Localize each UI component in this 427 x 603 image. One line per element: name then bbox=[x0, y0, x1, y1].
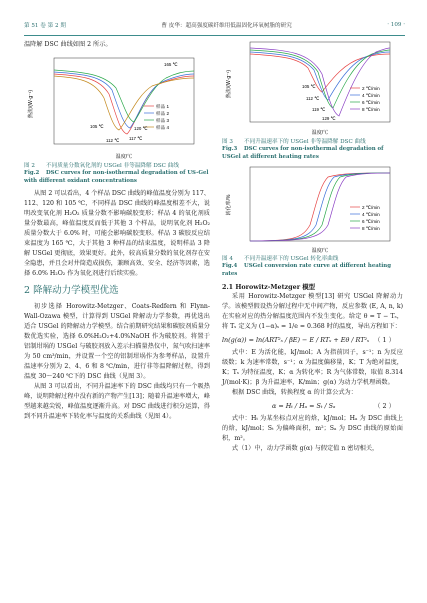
article-title: 曹 皮华：超高强度碳纤维用低温固化环氧树脂的研究 bbox=[161, 23, 292, 29]
figure-2-chart bbox=[24, 54, 210, 162]
right-paragraph-1: 采用 Horowitz-Metzger 模型[13] 研究 USGel 降解动力学。该模型假设热分解过程中无中间产物，反应参数 (E, A, n, k) 在实验对应的热分解温度范围内不发生变化。给定 θ = T − Tₛ，将 Tₛ 定义为 (1−α)ₛ = 1/e = 0.368 时的温度，导出方程如下： bbox=[222, 293, 403, 330]
fig4-legend-4: 8 ℃/min bbox=[362, 226, 380, 231]
fig4-caption-en: Fig.4 USGel conversion rate curve at different heating rates bbox=[222, 263, 391, 277]
figure-4-chart bbox=[222, 165, 403, 255]
right-paragraph-2: 式中：E 为活化能，kJ/mol；A 为指前因子，s⁻¹；n 为反应级数；k 为速率常数，s⁻¹；α 为温度偏移量，K；T 为绝对温度，K；Tₛ 为特征温度，K；α 为转化率；R 为气体常数，取值 8.314 J/(mol·K)；β 为升温速率，K/min；g(α) 为动力学机理函数。 bbox=[222, 349, 403, 386]
fig3-legend-1: 2 ℃/min bbox=[362, 86, 380, 91]
equation-1 bbox=[222, 335, 403, 345]
subsection-heading: 2.1 Horowitz-Metzger 模型 bbox=[222, 283, 316, 291]
equation-2-body: α = Hₜ / Hₐ = Sₜ / Sₐ bbox=[272, 402, 336, 410]
right-paragraph-5: 式（1）中，动力学函数 g(α) 与假定值 n 密切相关， bbox=[231, 445, 379, 452]
equation-1-number: （ 1 ） bbox=[374, 336, 395, 344]
page-number: · 109 · bbox=[387, 22, 405, 28]
fig4-legend-2: 4 ℃/min bbox=[362, 212, 380, 217]
fig2-peak-label: 120 ℃ bbox=[134, 126, 148, 131]
running-header bbox=[24, 18, 405, 36]
fig3-caption-cn: 图 3 不同升温速率下的 USGel 非等温降解 DSC 曲线 bbox=[222, 139, 366, 145]
figure-3-chart bbox=[222, 40, 403, 138]
fig3-curve-8 bbox=[250, 48, 390, 116]
fig2-legend-1: 样品 1 bbox=[156, 104, 170, 109]
fig2-frame bbox=[54, 58, 194, 144]
fig3-legend bbox=[350, 86, 380, 112]
fig4-xlabel: 温度/℃ bbox=[311, 248, 329, 254]
fig2-caption-en: Fig.2 DSC curves for non-isothermal degradation of US-Gel with different oxidant concentrations bbox=[24, 170, 209, 184]
right-paragraph-3: 根据 DSC 曲线，转换程度 α 的计算公式为： bbox=[231, 389, 357, 396]
fig3-peak-label: 105 ℃ bbox=[302, 84, 316, 89]
left-column bbox=[24, 40, 210, 422]
fig2-legend-4: 样品 4 bbox=[156, 125, 170, 130]
intro-line: 温降解 DSC 曲线如图 2 所示。 bbox=[24, 41, 112, 48]
fig3-peak-label: 129 ℃ bbox=[322, 116, 336, 121]
fig3-xlabel: 温度/℃ bbox=[311, 130, 329, 136]
equation-2 bbox=[222, 401, 403, 411]
left-paragraph-2: 初步选择 Horowitz-Metzger、Coats-Redfern 和 Flynn-Wall-Ozawa 模型，计算得到 USGel 降解动力学参数，再优选出适合 USGel 的降解动力学模型。结合前期研究结果和碳胶剂质量分数优选实验，选择 6.0%H₂O₂+4.0%NaOH 作为破胶剂。将置于铝制坩埚的 USGel 与破胶剂放入差示扫描量热仪中，氮气吹扫速率为 50 cm³/min，并设置一个空的铝制坩埚作为参考样品，设置升温速率分别为 2、4、6 和 8 ℃/min，进行非等温降解过程，得到温度 30～240 ℃下的 DSC 曲线（见图 3）。 bbox=[24, 303, 210, 380]
fig4-caption-cn: 图 4 不同升温速率下的 USGel 转化率曲线 bbox=[222, 256, 339, 262]
section-heading: 2 降解动力学模型优选 bbox=[24, 285, 119, 296]
fig2-ylabel: 热流/(W·g⁻¹) bbox=[28, 89, 34, 119]
fig3-peak-label: 112 ℃ bbox=[306, 96, 320, 101]
journal-volume: 第 51 卷 第 2 期 bbox=[24, 23, 66, 29]
fig2-caption-cn: 图 2 不同质量分数氧化剂的 USGel 非等温降解 DSC 曲线 bbox=[24, 163, 179, 169]
left-paragraph-3: 从图 3 可以看出，不同升温速率下的 DSC 曲线均只有一个吸热峰，说明降解过程中没有新的产物产生[13]；随着升温速率增大，峰型越来越尖锐，峰值温度逐渐升高。对 DSC 曲线进行积分运算，得到不同升温速率下转化率与温度的关系曲线（见图 4）。 bbox=[24, 383, 210, 420]
fig2-peak-label: 165 ℃ bbox=[164, 62, 178, 67]
fig4-legend-1: 2 ℃/min bbox=[362, 205, 380, 210]
fig3-ylabel: 热流/(W·g⁻¹) bbox=[226, 69, 232, 99]
right-paragraph-4: 式中：Hₜ 为某坐标点对应的焓，kJ/mol；Hₐ 为 DSC 曲线上的焓，kJ/mol；Sₜ 为偏峰面积，m²；Sₐ 为 DSC 曲线的原始面积，m²。 bbox=[222, 415, 403, 442]
fig2-curve-1 bbox=[54, 74, 194, 134]
fig2-peak-label: 112 ℃ bbox=[106, 138, 120, 143]
fig2-peak-labels bbox=[90, 62, 178, 143]
fig4-legend bbox=[350, 205, 380, 231]
right-column bbox=[222, 40, 403, 454]
equation-2-number: （ 2 ） bbox=[374, 402, 395, 410]
fig2-xlabel: 温度/℃ bbox=[115, 154, 133, 160]
fig2-legend-3: 样品 3 bbox=[156, 118, 170, 123]
fig3-legend-2: 4 ℃/min bbox=[362, 93, 380, 98]
fig4-ylabel: 转化率/% bbox=[226, 194, 232, 216]
fig2-peak-label: 105 ℃ bbox=[90, 124, 104, 129]
fig3-legend-3: 6 ℃/min bbox=[362, 100, 380, 105]
fig2-peak-label: 117 ℃ bbox=[129, 136, 143, 141]
equation-1-body: ln(g(α)) = ln(ART²ₛ / βE) − E / RTₛ + Eθ / RT²ₛ bbox=[222, 336, 370, 344]
fig3-caption-en: Fig.3 DSC curves for non-isothermal degradation of USGel at different heating rates bbox=[222, 146, 384, 160]
fig2-legend-2: 样品 2 bbox=[156, 111, 170, 116]
fig3-legend-4: 8 ℃/min bbox=[362, 107, 380, 112]
left-paragraph-1: 从图 2 可以看出，4 个样品 DSC 曲线的峰值温度分别为 117、112、120 和 105 ℃，不同样品 DSC 曲线的峰温度相差不大，说明改变氧化剂 H₂O₂ 质量分数不影响碳胶变形；样品 4 的氧化剂质量分数最高，峰值温度反而低于其他 3 个样品，说明氧化剂 H₂O₂ 质量分数大于 6.0% 时，可能会影响碳胶变形。样品 3 碳胶反应结束温度为 165 ℃，大于其他 3 种样品的结束温度，说明样品 3 降解 USGel 更彻底，效果更好。此外，较高质量分数的氧化剂存在安全隐患，并且会对井筒造成损伤，兼顾高效、安全、经济等因素，选择 6.0% H₂O₂ 作为氧化剂进行后续实验。 bbox=[24, 190, 210, 277]
fig3-peak-label: 119 ℃ bbox=[312, 107, 326, 112]
fig4-legend-3: 6 ℃/min bbox=[362, 219, 380, 224]
fig2-legend bbox=[144, 103, 169, 131]
